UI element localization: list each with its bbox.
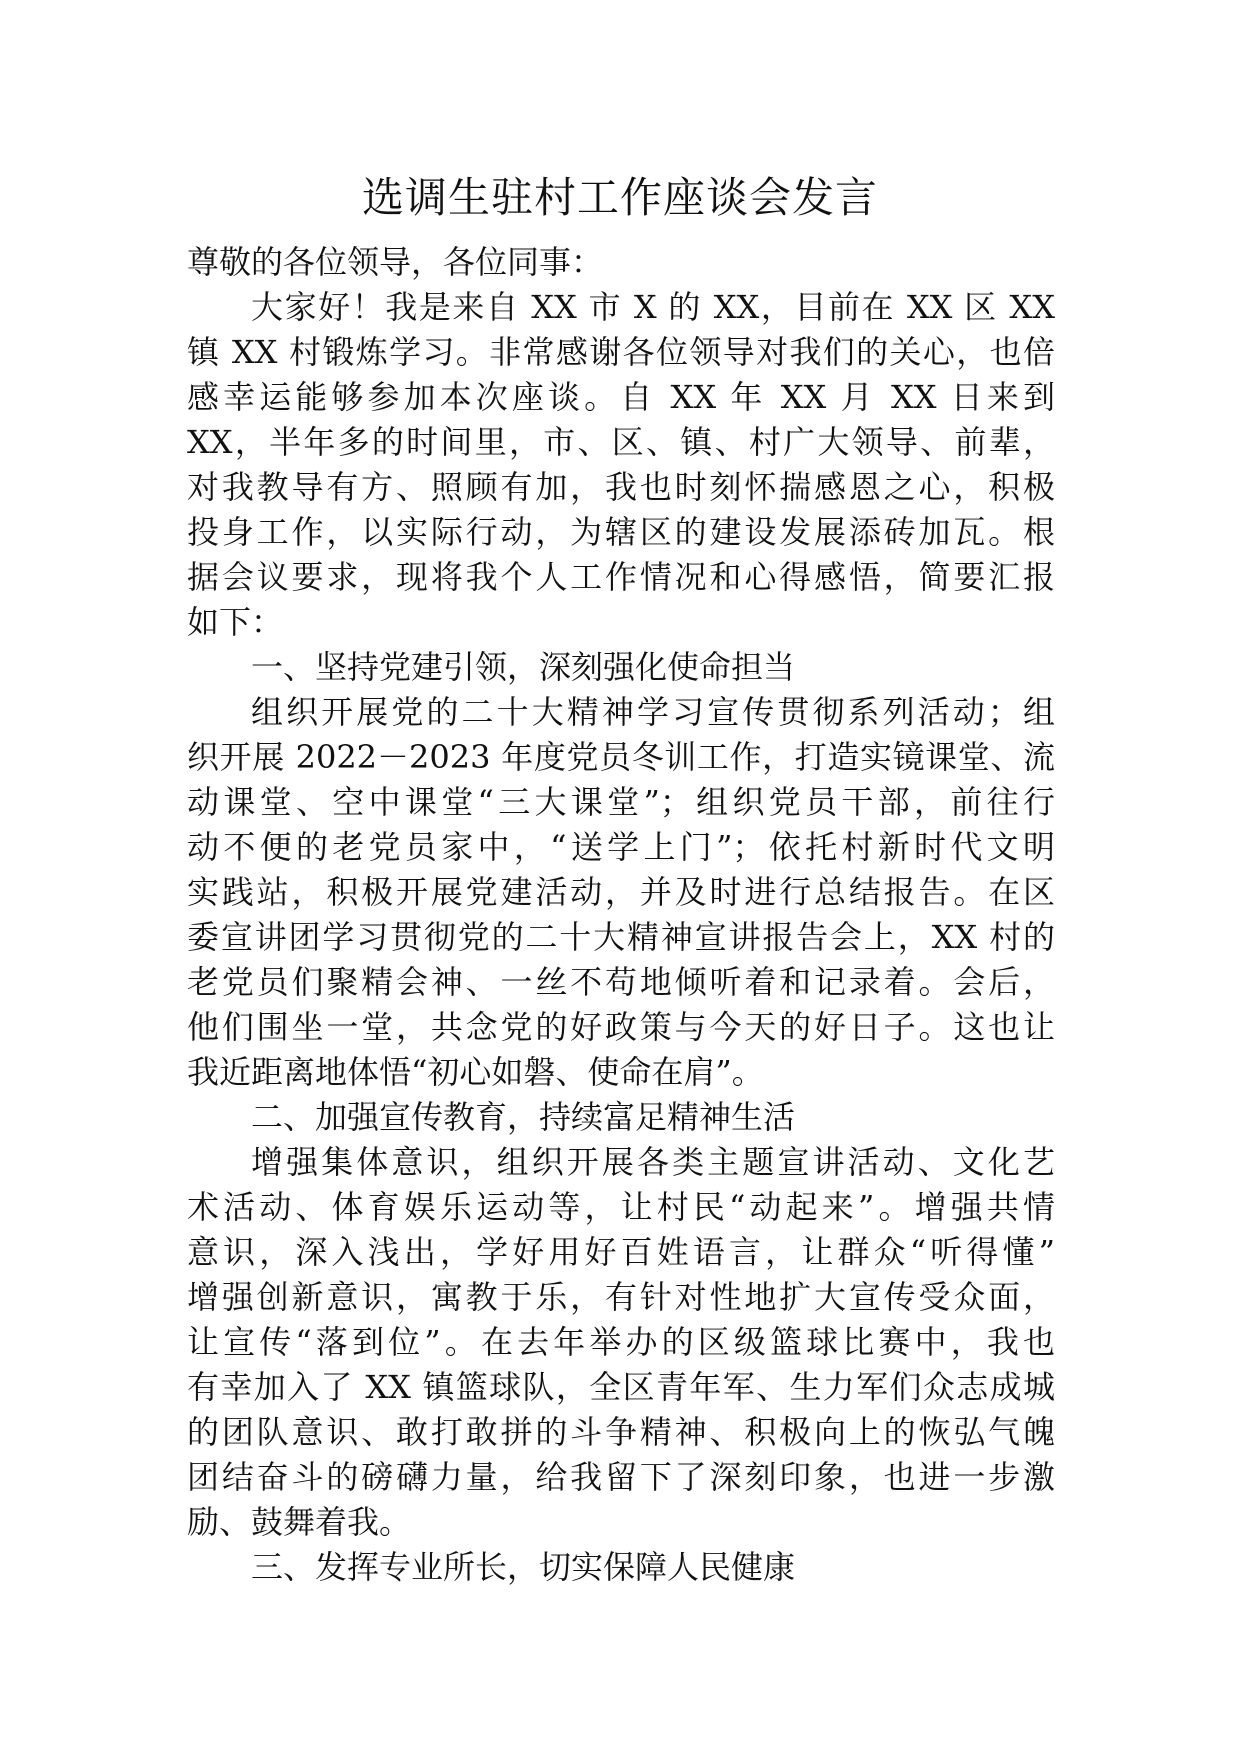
paragraph-line: 镇 XX 村锻炼学习。非常感谢各位领导对我们的关心，也倍 bbox=[187, 333, 1055, 371]
paragraph-line: 术活动、体育娱乐运动等，让村民“动起来”。增强共情 bbox=[187, 1188, 1055, 1226]
paragraph-line: 织开展 2022－2023 年度党员冬训工作，打造实镜课堂、流 bbox=[187, 738, 1055, 776]
paragraph-line: 意识，深入浅出，学好用好百姓语言，让群众“听得懂” bbox=[187, 1233, 1055, 1271]
paragraph-line: 的团队意识、敢打敢拼的斗争精神、积极向上的恢弘气魄 bbox=[187, 1413, 1055, 1451]
paragraph-line: 委宣讲团学习贯彻党的二十大精神宣讲报告会上，XX 村的 bbox=[187, 918, 1055, 956]
paragraph-line: 投身工作，以实际行动，为辖区的建设发展添砖加瓦。根 bbox=[187, 513, 1055, 551]
paragraph-line: 动课堂、空中课堂“三大课堂”；组织党员干部，前往行 bbox=[187, 783, 1055, 821]
paragraph-line: 实践站，积极开展党建活动，并及时进行总结报告。在区 bbox=[187, 873, 1055, 911]
paragraph-line: 有幸加入了 XX 镇篮球队，全区青年军、生力军们众志成城 bbox=[187, 1368, 1055, 1406]
paragraph-line: 如下： bbox=[187, 603, 284, 641]
section-heading: 一、坚持党建引领，深刻强化使命担当 bbox=[251, 648, 796, 686]
paragraph-line: 老党员们聚精会神、一丝不苟地倾听着和记录着。会后， bbox=[187, 963, 1055, 1001]
paragraph-line: 感幸运能够参加本次座谈。自 XX 年 XX 月 XX 日来到 bbox=[187, 378, 1055, 416]
paragraph-line: 尊敬的各位领导，各位同事： bbox=[187, 243, 604, 281]
paragraph-line: 动不便的老党员家中，“送学上门”；依托村新时代文明 bbox=[187, 828, 1055, 866]
paragraph-line: 让宣传“落到位”。在去年举办的区级篮球比赛中，我也 bbox=[187, 1323, 1055, 1361]
paragraph-line: 大家好！我是来自 XX 市 X 的 XX，目前在 XX 区 XX bbox=[251, 288, 1055, 326]
paragraph-line: 组织开展党的二十大精神学习宣传贯彻系列活动；组 bbox=[251, 693, 1055, 731]
paragraph-line: 据会议要求，现将我个人工作情况和心得感悟，简要汇报 bbox=[187, 558, 1055, 596]
document-body bbox=[187, 240, 1055, 1590]
paragraph-line: 对我教导有方、照顾有加，我也时刻怀揣感恩之心，积极 bbox=[187, 468, 1055, 506]
paragraph-line: 我近距离地体悟“初心如磐、使命在肩”。 bbox=[187, 1053, 764, 1091]
paragraph-line: 团结奋斗的磅礴力量，给我留下了深刻印象，也进一步激 bbox=[187, 1458, 1055, 1496]
paragraph-line: 他们围坐一堂，共念党的好政策与今天的好日子。这也让 bbox=[187, 1008, 1055, 1046]
document-title: 选调生驻村工作座谈会发言 bbox=[361, 173, 878, 222]
paragraph-line: 励、鼓舞着我。 bbox=[187, 1503, 412, 1541]
paragraph-line: XX，半年多的时间里，市、区、镇、村广大领导、前辈， bbox=[187, 423, 1055, 461]
paragraph-line: 增强创新意识，寓教于乐，有针对性地扩大宣传受众面， bbox=[187, 1278, 1055, 1316]
paragraph-line: 增强集体意识，组织开展各类主题宣讲活动、文化艺 bbox=[251, 1143, 1055, 1181]
section-heading: 二、加强宣传教育，持续富足精神生活 bbox=[251, 1098, 796, 1136]
section-heading: 三、发挥专业所长，切实保障人民健康 bbox=[251, 1548, 796, 1586]
